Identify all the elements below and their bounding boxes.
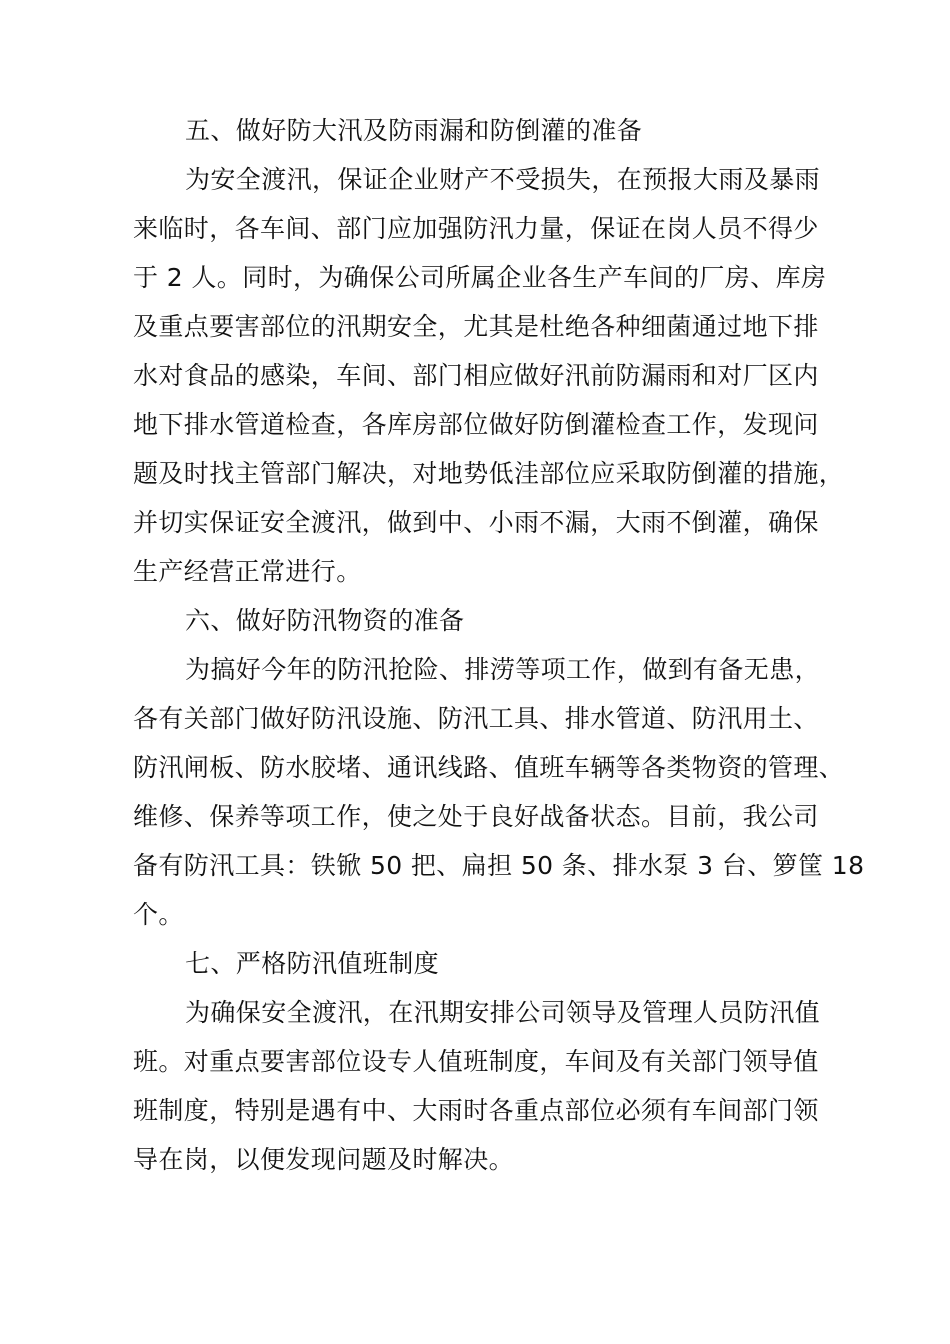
- paragraph-line: 班制度，特别是遇有中、大雨时各重点部位必须有车间部门领: [133, 1096, 819, 1125]
- paragraph-line: 导在岗，以便发现问题及时解决。: [133, 1145, 515, 1174]
- paragraph-line: 生产经营正常进行。: [133, 557, 362, 586]
- paragraph-line: 维修、保养等项工作，使之处于良好战备状态。目前，我公司: [133, 802, 819, 831]
- section-heading: 七、严格防汛值班制度: [185, 949, 440, 978]
- paragraph-line: 备有防汛工具：铁锨 50 把、扁担 50 条、排水泵 3 台、箩筐 18: [133, 851, 865, 880]
- paragraph-line: 地下排水管道检查，各库房部位做好防倒灌检查工作，发现问: [133, 410, 819, 439]
- paragraph-line: 为安全渡汛，保证企业财产不受损失，在预报大雨及暴雨: [185, 165, 821, 194]
- paragraph-line: 个。: [133, 900, 184, 929]
- paragraph-line: 防汛闸板、防水胶堵、通讯线路、值班车辆等各类物资的管理、: [133, 753, 845, 782]
- section-heading: 五、做好防大汛及防雨漏和防倒灌的准备: [185, 116, 643, 145]
- paragraph-line: 及重点要害部位的汛期安全，尤其是杜绝各种细菌通过地下排: [133, 312, 819, 341]
- paragraph-line: 班。对重点要害部位设专人值班制度，车间及有关部门领导值: [133, 1047, 819, 1076]
- paragraph-line: 为确保安全渡汛，在汛期安排公司领导及管理人员防汛值: [185, 998, 821, 1027]
- paragraph-line: 并切实保证安全渡汛，做到中、小雨不漏，大雨不倒灌，确保: [133, 508, 819, 537]
- paragraph-line: 水对食品的感染，车间、部门相应做好汛前防漏雨和对厂区内: [133, 361, 819, 390]
- paragraph-line: 来临时，各车间、部门应加强防汛力量，保证在岗人员不得少: [133, 214, 819, 243]
- section-heading: 六、做好防汛物资的准备: [185, 606, 465, 635]
- paragraph-line: 为搞好今年的防汛抢险、排涝等项工作，做到有备无患，: [185, 655, 821, 684]
- paragraph-line: 题及时找主管部门解决，对地势低洼部位应采取防倒灌的措施，: [133, 459, 845, 488]
- paragraph-line: 各有关部门做好防汛设施、防汛工具、排水管道、防汛用土、: [133, 704, 819, 733]
- document-body: [133, 106, 865, 1184]
- paragraph-line: 于 2 人。同时，为确保公司所属企业各生产车间的厂房、库房: [133, 263, 827, 292]
